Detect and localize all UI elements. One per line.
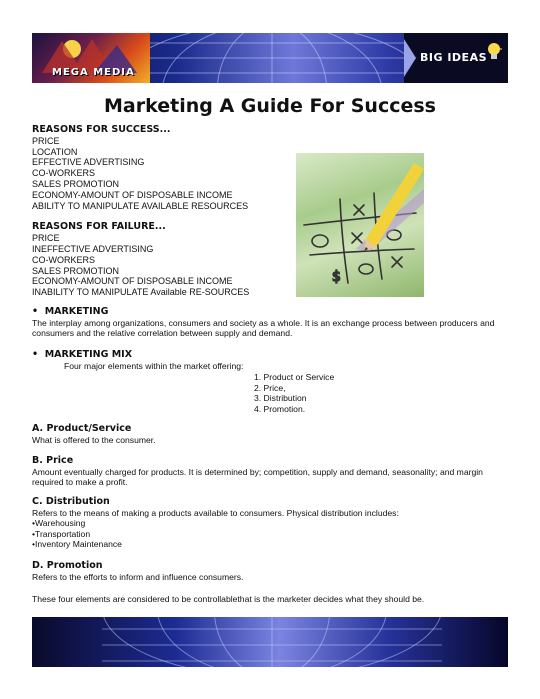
- list-item: CO-WORKERS: [32, 254, 95, 265]
- promotion-text: Refers to the efforts to inform and influence consumers.: [32, 571, 244, 582]
- lightbulb-icon: [486, 41, 502, 63]
- list-item: 3. Distribution: [254, 393, 307, 404]
- marketing-mix-intro: Four major elements within the market offering:: [64, 360, 244, 371]
- list-item: PRICE: [32, 233, 60, 244]
- closing-text: These four elements are considered to be controllablethat is the marketer decides what they should be.: [32, 594, 425, 604]
- success-heading: REASONS FOR SUCCESS...: [32, 124, 171, 135]
- distribution-text: Refers to the means of making a products available to consumers. Physical distribution includes:: [32, 507, 399, 518]
- list-item: ECONOMY-AMOUNT OF DISPOSABLE INCOME: [32, 276, 233, 287]
- list-item: EFFECTIVE ADVERTISING: [32, 157, 145, 168]
- list-item: INEFFECTIVE ADVERTISING: [32, 243, 154, 254]
- success-list: [32, 136, 512, 212]
- promotion-heading: D. Promotion: [32, 560, 103, 571]
- mega-media-logo: [32, 33, 150, 83]
- marketing-mix-list: [254, 372, 334, 414]
- list-item: PRICE: [32, 135, 60, 146]
- list-item: •Transportation: [32, 528, 91, 539]
- list-item: CO-WORKERS: [32, 168, 95, 179]
- page-title: Marketing A Guide For Success: [104, 95, 436, 117]
- price-text: Amount eventually charged for products. It is determined by; competition, supply and demand, seasonality; and margin required to make a profit.: [32, 466, 483, 488]
- tic-tac-toe-icon: [296, 153, 424, 297]
- list-item: ECONOMY-AMOUNT OF DISPOSABLE INCOME: [32, 189, 233, 200]
- list-item: LOCATION: [32, 146, 78, 157]
- list-item: ABILITY TO MANIPULATE AVAILABLE RESOURCES: [32, 200, 249, 211]
- list-item: SALES PROMOTION: [32, 265, 120, 276]
- list-item: 4. Promotion.: [254, 403, 306, 414]
- failure-list: [32, 233, 512, 298]
- list-item: •Inventory Maintenance: [32, 539, 122, 550]
- logo-text: MEGA MEDIA: [52, 67, 135, 78]
- product-text: What is offered to the consumer.: [32, 434, 156, 445]
- marketing-section: [32, 307, 508, 339]
- product-heading: A. Product/Service: [32, 423, 132, 434]
- marketing-text: The interplay among organizations, consumers and society as a whole. It is an exchange process between producers and consumers and the relative correlation between supply and demand.: [32, 317, 495, 339]
- list-item: •Warehousing: [32, 518, 86, 529]
- list-item: 2. Price,: [254, 382, 286, 393]
- header-banner: [32, 33, 508, 83]
- price-section: [32, 456, 508, 488]
- distribution-section: [32, 497, 508, 550]
- big-ideas-label: BIG IDEAS: [420, 51, 488, 64]
- arrow-icon: [404, 33, 418, 83]
- svg-text:$: $: [332, 269, 341, 285]
- list-item: INABILITY TO MANIPULATE Available RE-SOURCES: [32, 287, 250, 298]
- list-item: 1. Product or Service: [254, 372, 335, 382]
- footer-banner: [32, 617, 508, 667]
- marketing-mix-heading: • MARKETING MIX: [32, 349, 133, 360]
- reasons-section: [32, 125, 512, 298]
- list-item: SALES PROMOTION: [32, 178, 120, 189]
- promotion-section: [32, 561, 508, 582]
- tic-tac-toe-pencil-image: [296, 153, 424, 297]
- failure-heading: REASONS FOR FAILURE...: [32, 221, 166, 233]
- marketing-mix-section: [32, 350, 508, 371]
- price-heading: B. Price: [32, 455, 74, 466]
- product-section: [32, 424, 508, 445]
- big-ideas-badge: [404, 33, 508, 83]
- distribution-heading: C. Distribution: [32, 496, 110, 507]
- marketing-heading: • MARKETING: [32, 306, 109, 317]
- globe-graphic: [32, 617, 508, 667]
